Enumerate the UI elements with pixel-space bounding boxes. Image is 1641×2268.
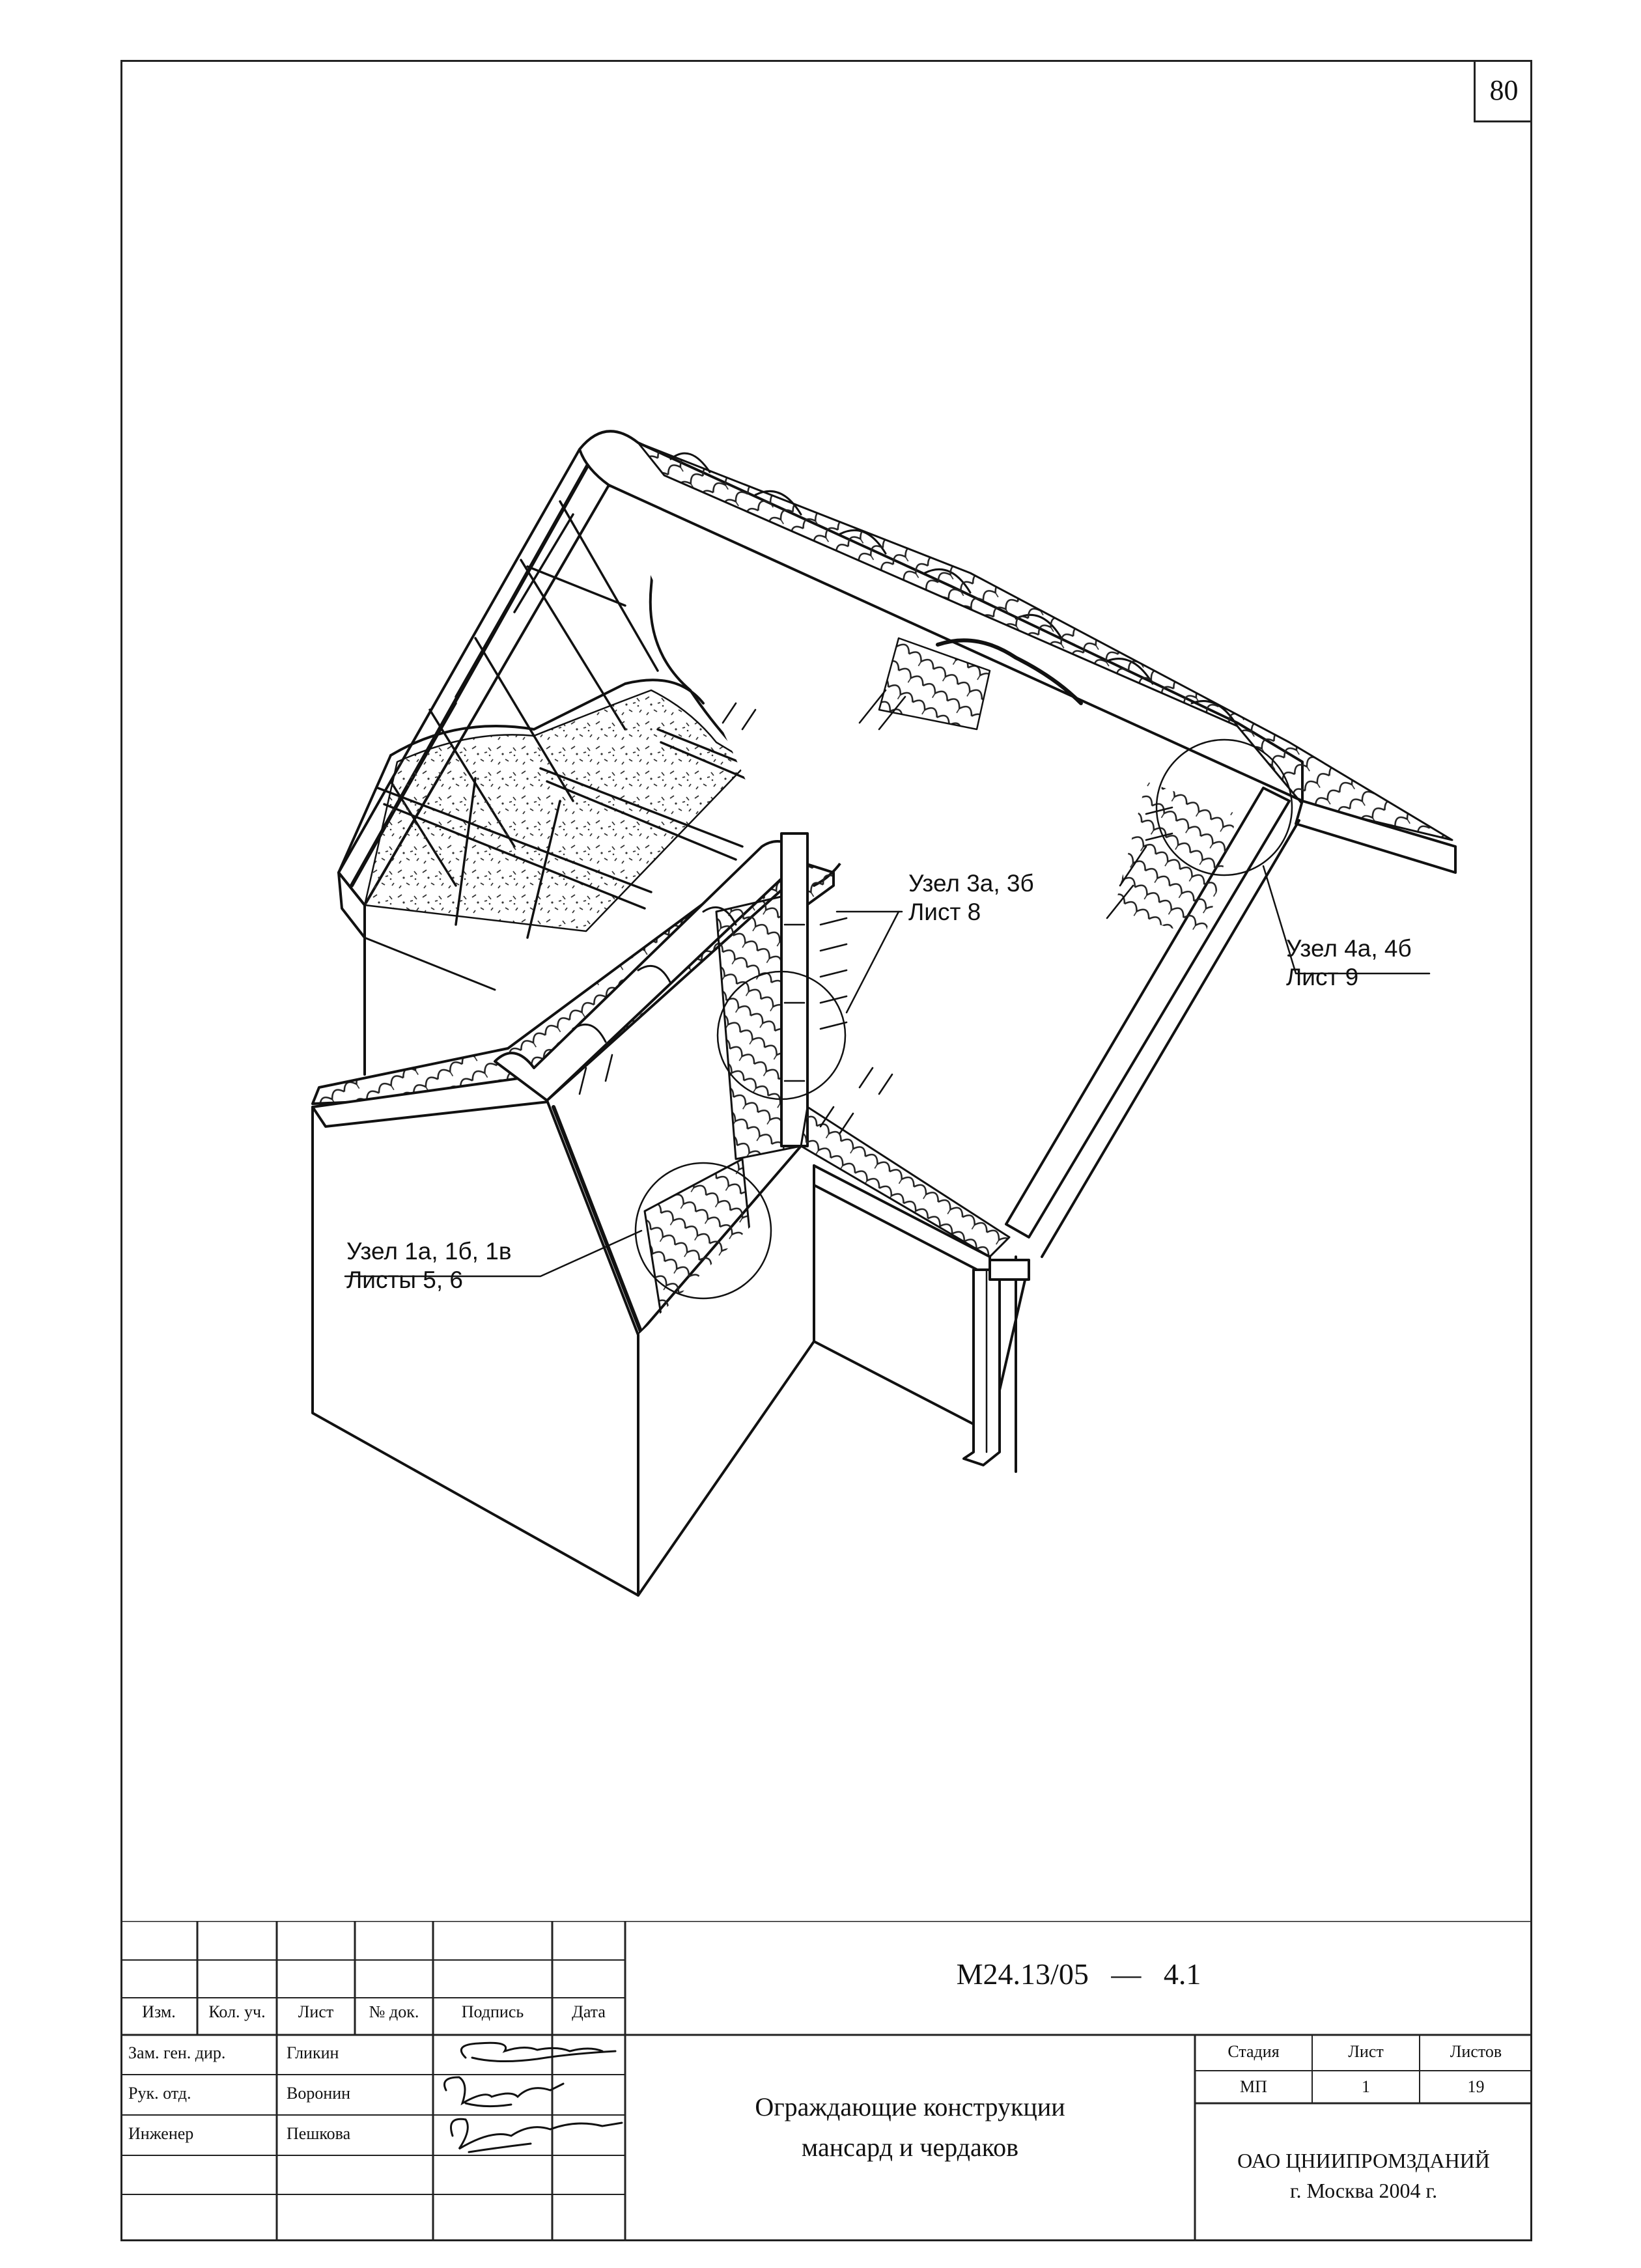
stage-value: МП [1240, 2077, 1267, 2096]
role-dept-head: Рук. отд. [128, 2084, 191, 2103]
col-header-signature: Подпись [461, 2002, 524, 2021]
document-code-section: 4.1 [1163, 1957, 1201, 1991]
role-deputy-director: Зам. ген. дир. [128, 2043, 226, 2062]
callout-node-3 [908, 869, 1034, 927]
sheets-value: 19 [1467, 2077, 1485, 2096]
document-code-dash: — [1111, 1957, 1142, 1991]
callout-node-1 [346, 1237, 511, 1295]
col-header-doc-no: № док. [369, 2002, 419, 2021]
col-header-kol-uch: Кол. уч. [208, 2002, 266, 2021]
sheet-header: Лист [1348, 2042, 1384, 2061]
callout-node-3-sheet: Лист 8 [908, 899, 981, 925]
col-header-list: Лист [298, 2002, 334, 2021]
callout-node-4-title: Узел 4а, 4б [1286, 935, 1412, 962]
sheets-header: Листов [1450, 2042, 1502, 2061]
signatures [407, 2032, 628, 2168]
sheet-title-line1: Ограждающие конструкции [755, 2092, 1065, 2121]
callout-node-1-sheet: Листы 5, 6 [346, 1267, 463, 1293]
name-glikin: Гликин [287, 2043, 339, 2062]
document-code [625, 1957, 1532, 1991]
sheet-title [625, 2087, 1195, 2168]
name-voronin: Воронин [287, 2084, 351, 2103]
col-header-izm: Изм. [142, 2002, 176, 2021]
organization-city-year: г. Москва 2004 г. [1289, 2179, 1438, 2202]
stage-header: Стадия [1227, 2042, 1280, 2061]
callout-node-4-sheet: Лист 9 [1286, 964, 1359, 990]
title-block [120, 1921, 1532, 2241]
role-engineer: Инженер [128, 2124, 194, 2143]
organization-block [1195, 2146, 1532, 2205]
page-number: 80 [1474, 60, 1532, 122]
document-code-number: М24.13/05 [956, 1957, 1089, 1991]
callout-node-3-title: Узел 3а, 3б [908, 870, 1034, 897]
sheet-title-line2: мансард и чердаков [801, 2133, 1019, 2162]
callout-node-4 [1286, 934, 1412, 992]
callout-node-1-title: Узел 1а, 1б, 1в [346, 1238, 512, 1265]
sheet-value: 1 [1362, 2077, 1370, 2096]
organization-name: ОАО ЦНИИПРОМЗДАНИЙ [1237, 2149, 1490, 2172]
col-header-date: Дата [572, 2002, 606, 2021]
name-peshkova: Пешкова [287, 2124, 351, 2143]
